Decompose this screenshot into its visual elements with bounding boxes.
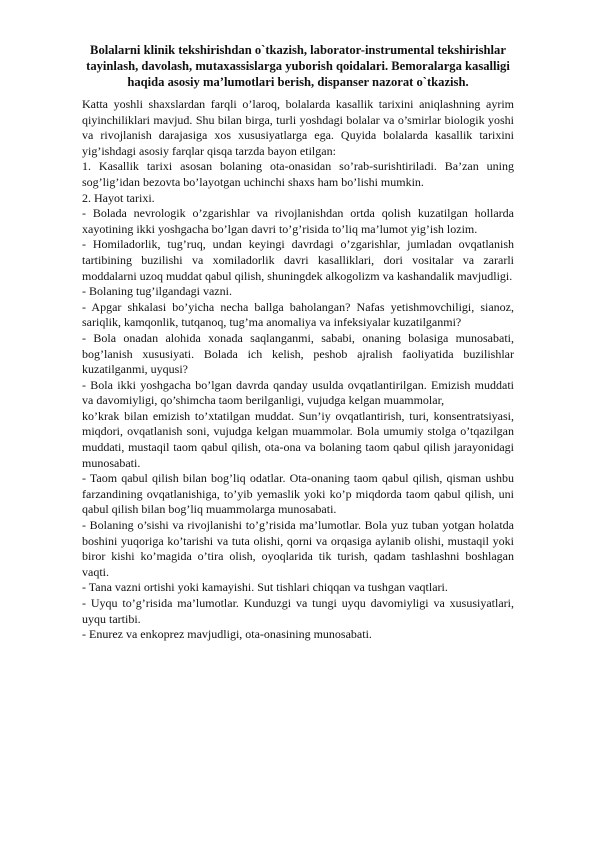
document-body bbox=[82, 97, 514, 643]
paragraph-growth: - Bolaning o’sishi va rivojlanishi to’g’risida ma’lumotlar. Bola yuz tuban yotgan holatda boshini yuqoriga ko’tarishi va tuta olishi, qorni va orqasiga aylanib olishi, mustaqil yoki biror kishi ko’magida o’tira olish, oyoqlarida tik turish, qadam tashlashni boshlagan vaqti. bbox=[82, 518, 514, 579]
paragraph-item-2: 2. Hayot tarixi. bbox=[82, 190, 155, 205]
paragraph-pregnancy: - Homiladorlik, tug’ruq, undan keyingi davrdagi o’zgarishlar, jumladan ovqatlanish tartibining buzilishi va xomiladorlik davri kasalliklari, dori vositalar va zararli moddalarni uzoq muddat qabul qilish, shuningdek alkogolizm va kashandalik mavjudligi. bbox=[82, 237, 514, 283]
paragraph-separation: - Bola onadan alohida xonada saqlanganmi, sababi, onaning bolasiga munosabati, bog’lanish xususiyati. Bolada ich kelish, peshob ajralish faoliyatida buzilishlar kuzatilganmi, uyqusi? bbox=[82, 330, 514, 377]
paragraph-enuresis: - Enurez va enkoprez mavjudligi, ota-onasining munosabati. bbox=[82, 627, 372, 642]
paragraph-sleep: - Uyqu to’g’risida ma’lumotlar. Kunduzgi va tungi uyqu davomiyligi va xususiyatlari, uyqu tartibi. bbox=[82, 596, 514, 626]
paragraph-weight: - Tana vazni ortishi yoki kamayishi. Sut tishlari chiqqan va tushgan vaqtlari. bbox=[82, 580, 448, 595]
paragraph-item-1: 1. Kasallik tarixi asosan bolaning ota-onasidan so’rab-surishtiriladi. Ba’zan uning sog’lig’idan bezovta bo’layotgan uchinchi shaxs ham bo’lishi mumkin. bbox=[82, 159, 514, 189]
document-title: Bolalarni klinik tekshirishdan o`tkazish, laborator-instrumental tekshirishlar tayinlash, davolash, mutaxassislarga yuborish qoidalari. Bemoralarga kasalligi haqida asosiy ma’lumotlari berish, dispanser nazorat o`tkazish. bbox=[86, 43, 510, 89]
paragraph-birth-weight: - Bolaning tug’ilgandagi vazni. bbox=[82, 284, 232, 299]
paragraph-breastfeeding: ko’krak bilan emizish to’xtatilgan muddat. Sun’iy ovqatlantirish, turi, konsentratsiyasi, miqdori, ovqatlanish soni, vujudga kelgan muammolar. Bola umumiy stolga o’tqazilgan muddati, mustaqil taom qabul qilish, ota-ona va bolaning taom qabul qilish jarayonidagi munosabati. bbox=[82, 408, 514, 470]
paragraph-feeding: - Bola ikki yoshgacha bo’lgan davrda qanday usulda ovqatlantirilgan. Emizish muddati va davomiyligi, qo’shimcha taom berilganligi, vujudga kelgan muammolar, bbox=[82, 377, 514, 408]
paragraph-apgar: - Apgar shkalasi bo’yicha necha ballga baholangan? Nafas yetishmovchiligi, sianoz, sariqlik, kamqonlik, tutqanoq, tug’ma anomaliya va infeksiyalar kuzatilganmi? bbox=[82, 299, 514, 330]
paragraph-intro: Katta yoshli shaxslardan farqli o’laroq, bolalarda kasallik tarixini aniqlashning ayrim qiyinchiliklari mavjud. Shu bilan birga, turli yoshdagi bolalar va o’smirlar biologik yoshi va rivojlanish darajasiga xos xususiyatlarga ega. Quyida bolalarda kasallik tarixini yig’ishdagi asosiy farqlar qisqa tarzda bayon etilgan: bbox=[82, 97, 514, 158]
paragraph-neurology: - Bolada nevrologik o’zgarishlar va rivojlanishdan ortda qolish kuzatilgan hollarda xayotining ikki yoshgacha bo’lgan davri to’g’risida to’liq ma’lumot yig’ish lozim. bbox=[82, 206, 514, 236]
paragraph-eating-habits: - Taom qabul qilish bilan bog’liq odatlar. Ota-onaning taom qabul qilish, qisman ushbu farzandining ovqatlanishiga, to’yib yemaslik yoki ko’p miqdorda taom qabul qilish, uni qabul qilish bilan bog’liq muammolarga munosabati. bbox=[82, 471, 514, 517]
